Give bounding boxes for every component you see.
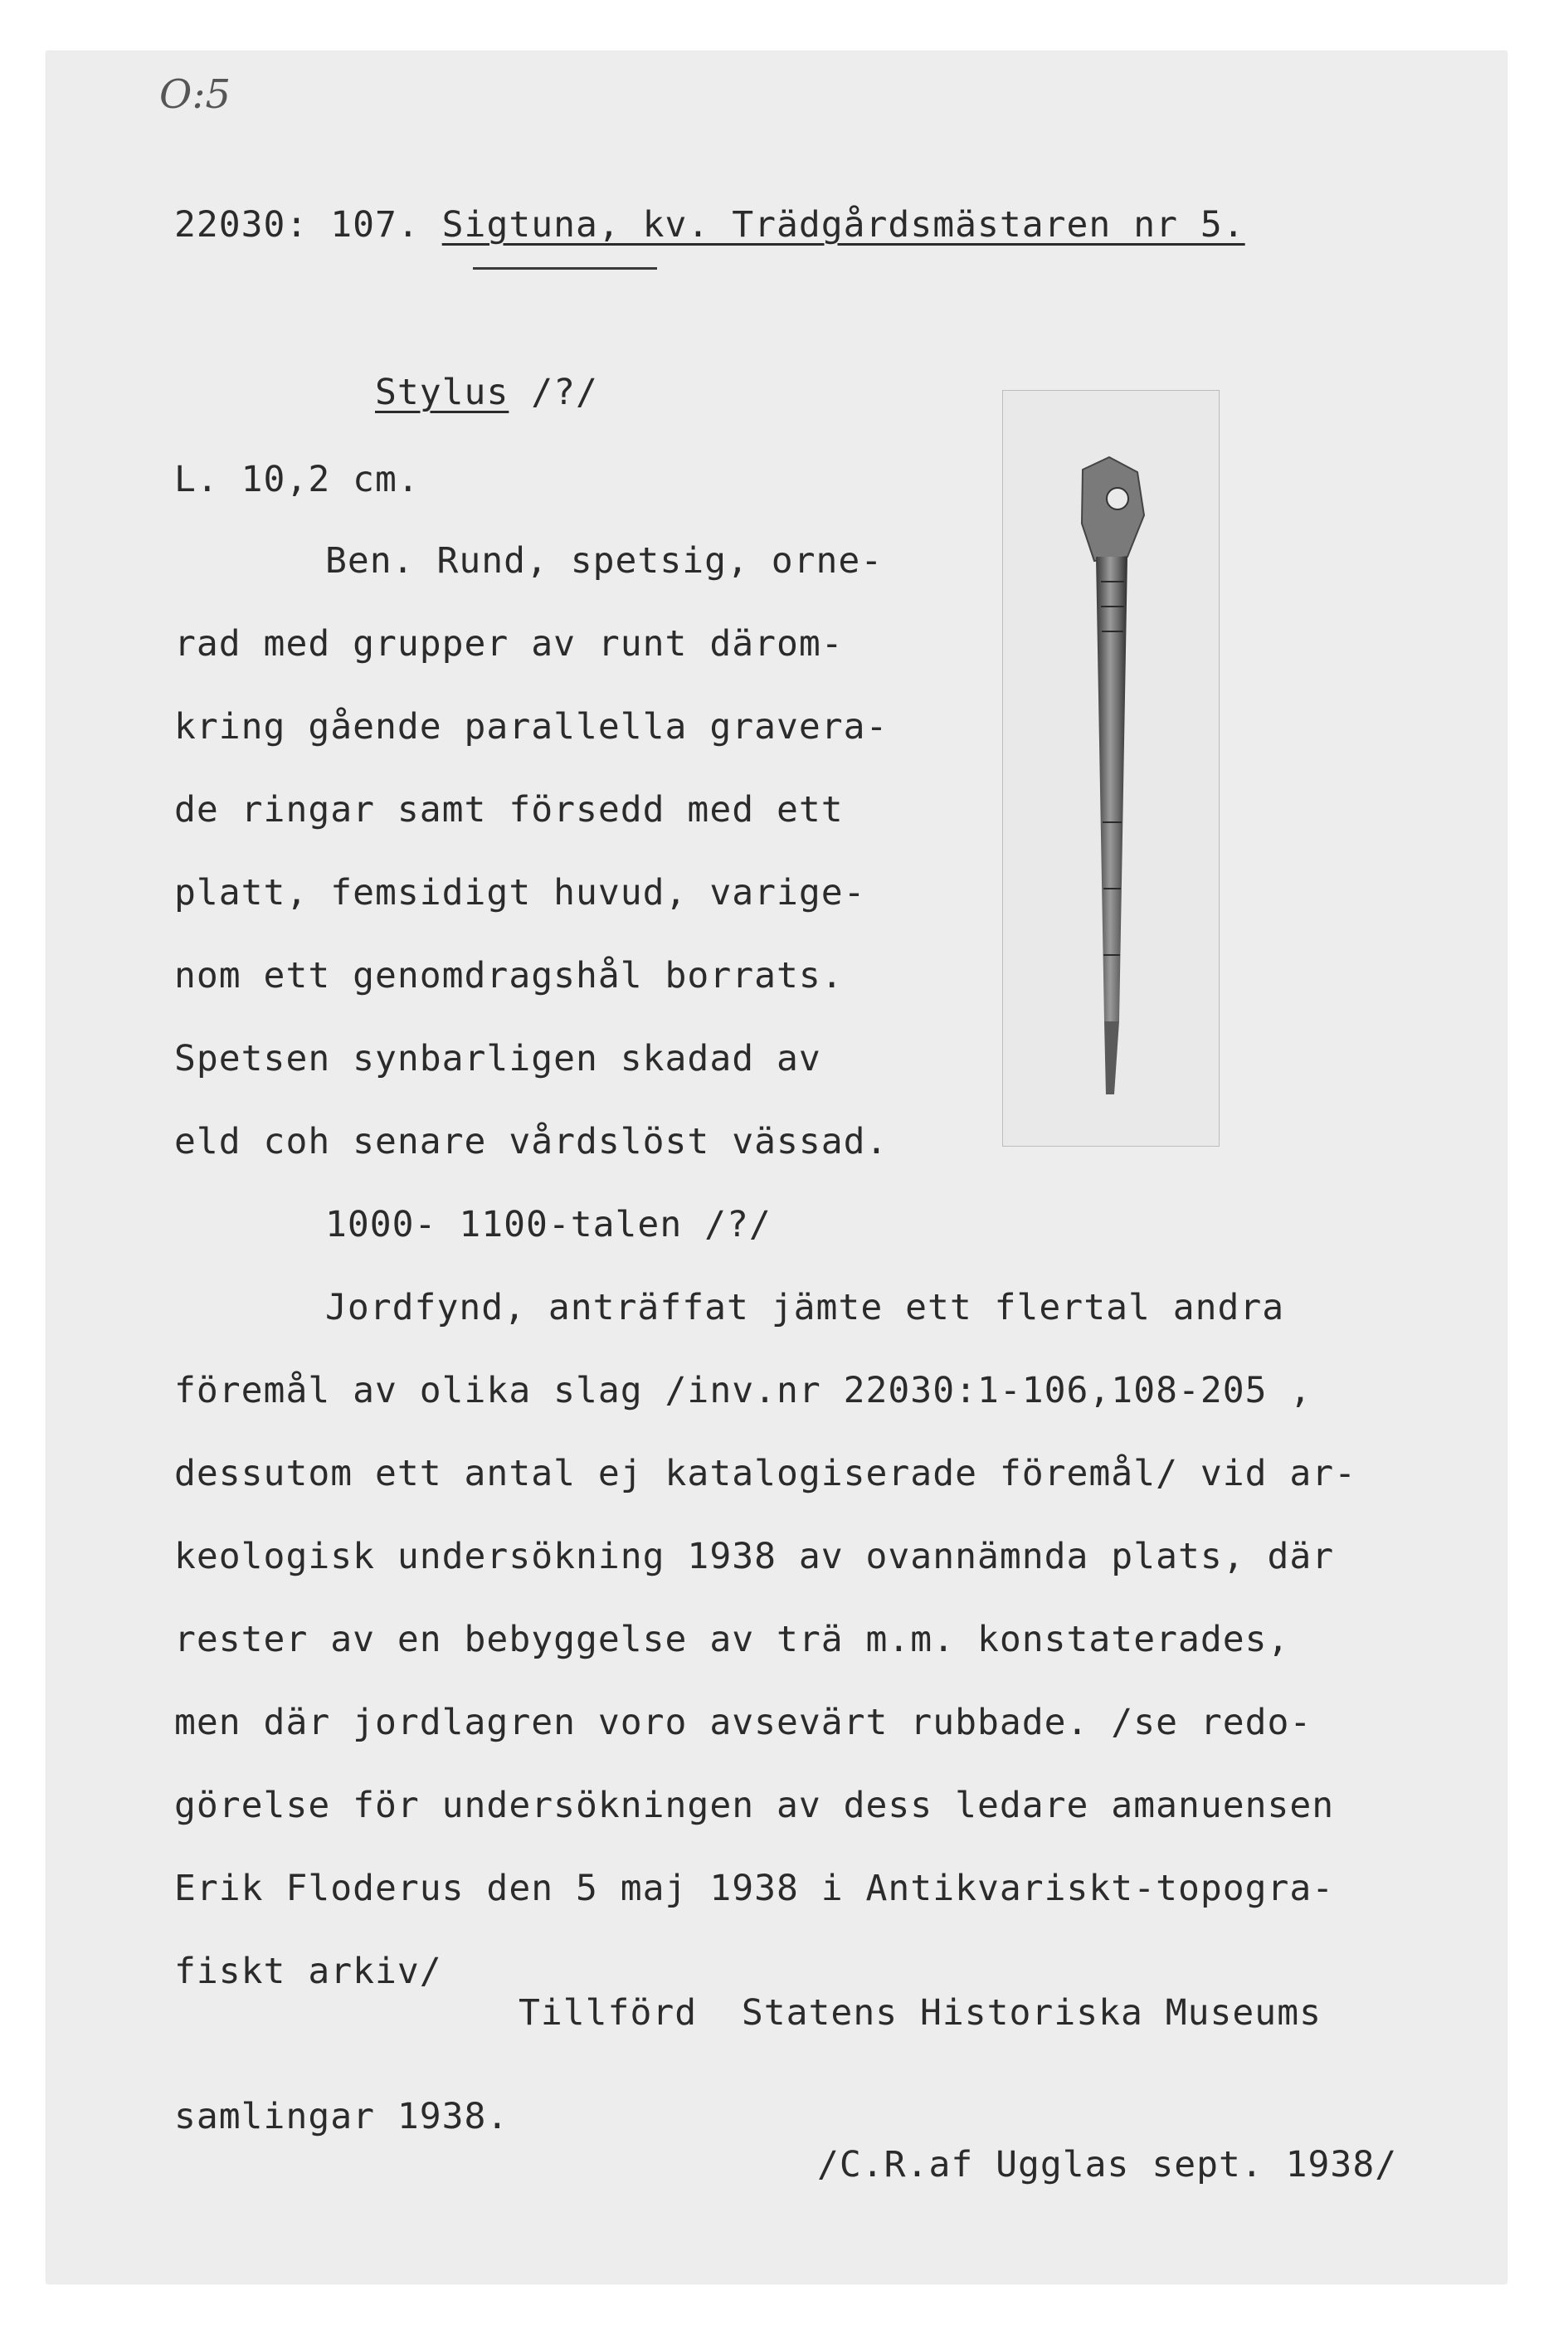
description-line: de ringar samt försedd med ett [174,789,844,831]
find-line: Erik Floderus den 5 maj 1938 i Antikvariskt-topogra- [174,1868,1335,1909]
description-line: Ben. Rund, spetsig, orne- [325,540,884,582]
catalog-number: 22030: 107. [174,204,420,246]
bone-stylus-photo-icon [1003,391,1219,1146]
object-length: L. 10,2 cm. [174,459,420,500]
find-line: Jordfynd, anträffat jämte ett flertal andra [325,1287,1285,1328]
find-line: rester av en bebyggelse av trä m.m. konstaterades, [174,1619,1290,1660]
description-line: eld coh senare vårdslöst vässad. [174,1121,889,1162]
dating: 1000- 1100-talen /?/ [325,1204,772,1245]
description-line: Spetsen synbarligen skadad av [174,1038,821,1079]
description-line: rad med grupper av runt därom- [174,623,844,665]
object-name: Stylus [375,372,509,413]
object-name-line [375,372,598,413]
find-line: görelse för undersökningen av dess ledare amanuensen [174,1785,1335,1826]
acquisition-line: Tillförd Statens Historiska Museums [519,1992,1322,2034]
find-place: Sigtuna, kv. Trädgårdsmästaren nr 5. [441,204,1245,246]
find-line: fiskt arkiv/ [174,1951,442,1992]
find-line: keologisk undersökning 1938 av ovannämnda plats, där [174,1536,1335,1577]
description-line: kring gående parallella gravera- [174,706,889,748]
signature: /C.R.af Ugglas sept. 1938/ [817,2144,1398,2185]
acquisition-line: samlingar 1938. [174,2096,509,2137]
catalog-card [46,51,1507,2283]
find-line: föremål av olika slag /inv.nr 22030:1-106,108-205 , [174,1370,1312,1411]
description-line: platt, femsidigt huvud, varige- [174,872,866,914]
catalog-header [174,204,1245,246]
header-extra-underline [473,267,657,270]
stylus-photo [1002,390,1220,1147]
corner-note: O:5 [159,71,231,118]
object-name-suffix: /?/ [531,372,598,413]
find-line: men där jordlagren voro avsevärt rubbade. /se redo- [174,1702,1312,1743]
find-line: dessutom ett antal ej katalogiserade föremål/ vid ar- [174,1453,1357,1494]
description-line: nom ett genomdragshål borrats. [174,955,844,996]
